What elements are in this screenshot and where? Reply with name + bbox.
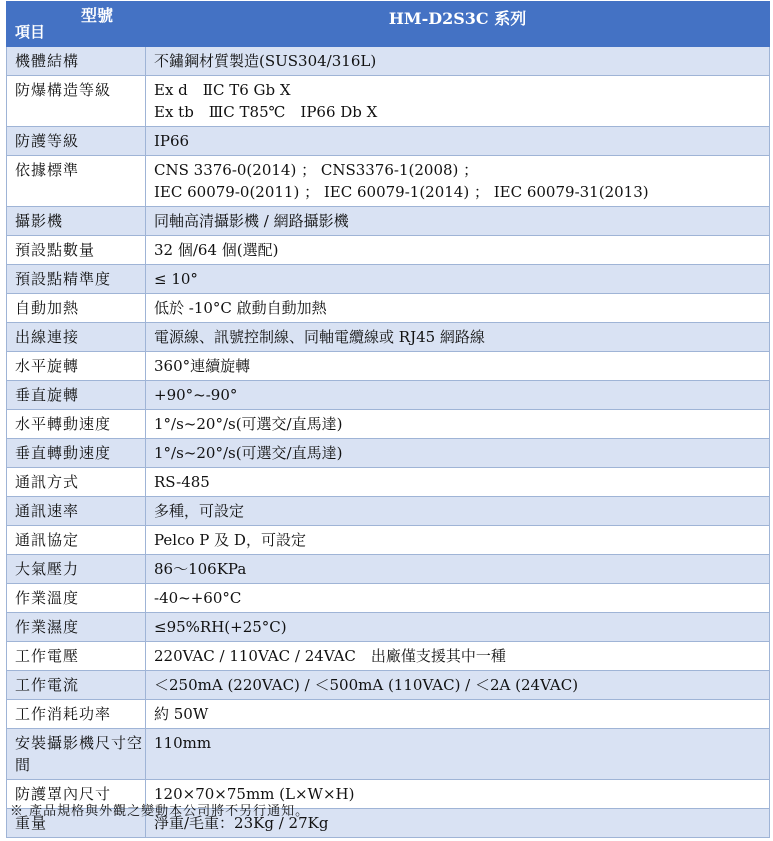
table-row [7, 352, 770, 381]
row-value-cell [146, 729, 770, 780]
table-row [7, 671, 770, 700]
table-row [7, 613, 770, 642]
row-label: 工作電壓 [7, 642, 146, 671]
row-label: 工作消耗功率 [7, 700, 146, 729]
footnote: ※ 產品規格與外觀之變動本公司將不另行通知。 [10, 804, 310, 819]
row-value-cell [146, 642, 770, 671]
row-label: 防護罩內尺寸 [7, 780, 146, 809]
row-label: 大氣壓力 [7, 555, 146, 584]
row-label: 預設點數量 [7, 236, 146, 265]
row-label: 安裝攝影機尺寸空間 [7, 729, 146, 780]
table-row [7, 584, 770, 613]
table-row [7, 555, 770, 584]
row-value: 86～106KPa [154, 560, 247, 578]
header-diagonal-cell [7, 2, 146, 47]
table-row [7, 410, 770, 439]
row-label: 通訊協定 [7, 526, 146, 555]
table-row [7, 468, 770, 497]
row-value-cell [146, 410, 770, 439]
row-label: 自動加熱 [7, 294, 146, 323]
table-row [7, 236, 770, 265]
row-value: 32 個/64 個(選配) [154, 241, 279, 259]
row-value-cell [146, 497, 770, 526]
table-row [7, 47, 770, 76]
row-value-cell [146, 236, 770, 265]
row-value-cell [146, 468, 770, 497]
row-value: RS-485 [154, 473, 210, 491]
row-label: 防護等級 [7, 127, 146, 156]
header-series: HM-D2S3C 系列 [146, 2, 770, 47]
header-item-label: 項目 [15, 23, 46, 41]
row-label: 通訊方式 [7, 468, 146, 497]
row-value-cell [146, 700, 770, 729]
row-label: 工作電流 [7, 671, 146, 700]
table-row [7, 207, 770, 236]
row-value-cell [146, 439, 770, 468]
table-row [7, 76, 770, 127]
row-value: 220VAC / 110VAC / 24VAC 出廠僅支援其中一種 [154, 647, 506, 665]
table-row [7, 265, 770, 294]
row-value: 不鏽鋼材質製造(SUS304/316L) [154, 52, 377, 70]
table-row [7, 127, 770, 156]
table-row [7, 497, 770, 526]
row-value: 電源線、訊號控制線、同軸電纜線或 RJ45 網路線 [154, 328, 485, 346]
row-label: 水平轉動速度 [7, 410, 146, 439]
row-value: CNS 3376-0(2014) ； CNS3376-1(2008) ； [154, 161, 479, 179]
row-label: 預設點精準度 [7, 265, 146, 294]
table-row [7, 642, 770, 671]
row-value: 1°/s~20°/s(可選交/直馬達) [154, 444, 343, 462]
row-value-cell [146, 526, 770, 555]
row-value: 110mm [154, 734, 212, 752]
row-value: 淨重/毛重：23Kg / 27Kg [154, 814, 329, 832]
row-value: 低於 -10°C 啟動自動加熱 [154, 299, 327, 317]
row-value: 120×70×75mm (L×W×H) [154, 785, 355, 803]
row-value-cell [146, 127, 770, 156]
row-value: Ex d ⅡC T6 Gb X [154, 81, 291, 99]
row-label: 攝影機 [7, 207, 146, 236]
table-row [7, 729, 770, 780]
row-label: 通訊速率 [7, 497, 146, 526]
row-value-cell [146, 555, 770, 584]
row-value: ＜250mA (220VAC) / ＜500mA (110VAC) / ＜2A (24VAC) [154, 676, 579, 694]
row-value-line2: Ex tb ⅢC T85℃ IP66 Db X [154, 103, 378, 121]
row-label: 垂直轉動速度 [7, 439, 146, 468]
row-value-cell [146, 613, 770, 642]
header-model-label: 型號 [80, 6, 113, 25]
spec-table [6, 1, 770, 838]
row-value: 1°/s~20°/s(可選交/直馬達) [154, 415, 343, 433]
row-label: 出線連接 [7, 323, 146, 352]
row-label: 垂直旋轉 [7, 381, 146, 410]
row-value: +90°~-90° [154, 386, 238, 404]
row-value-cell [146, 352, 770, 381]
row-label: 重量 [7, 809, 146, 838]
table-row [7, 323, 770, 352]
table-row [7, 526, 770, 555]
row-value-cell [146, 265, 770, 294]
table-row [7, 156, 770, 207]
row-value-cell [146, 156, 770, 207]
row-label: 作業溫度 [7, 584, 146, 613]
row-value: ≤95%RH(+25°C) [154, 618, 287, 636]
table-row [7, 294, 770, 323]
spec-body [7, 47, 770, 838]
row-value: -40~+60°C [154, 589, 242, 607]
row-value-cell [146, 323, 770, 352]
table-header-row [7, 2, 770, 47]
row-value: 同軸高清攝影機 / 網路攝影機 [154, 212, 349, 230]
row-value-cell [146, 207, 770, 236]
row-value-cell [146, 294, 770, 323]
table-row [7, 439, 770, 468]
row-value: 約 50W [154, 705, 209, 723]
row-value: Pelco P 及 D，可設定 [154, 531, 306, 549]
row-value-cell [146, 671, 770, 700]
row-value: 多種，可設定 [154, 502, 245, 520]
row-value-cell [146, 76, 770, 127]
row-value: IP66 [154, 132, 190, 150]
row-value-cell [146, 47, 770, 76]
row-label: 防爆構造等級 [7, 76, 146, 127]
row-value: 360°連續旋轉 [154, 357, 251, 375]
row-value-line2: IEC 60079-0(2011) ； IEC 60079-1(2014) ； IEC 60079-31(2013) [154, 183, 649, 201]
row-label: 作業濕度 [7, 613, 146, 642]
row-value-cell [146, 381, 770, 410]
row-value: ≤ 10° [154, 270, 198, 288]
row-label: 依據標準 [7, 156, 146, 207]
table-row [7, 700, 770, 729]
table-row [7, 381, 770, 410]
row-label: 機體結構 [7, 47, 146, 76]
row-value-cell [146, 584, 770, 613]
row-label: 水平旋轉 [7, 352, 146, 381]
